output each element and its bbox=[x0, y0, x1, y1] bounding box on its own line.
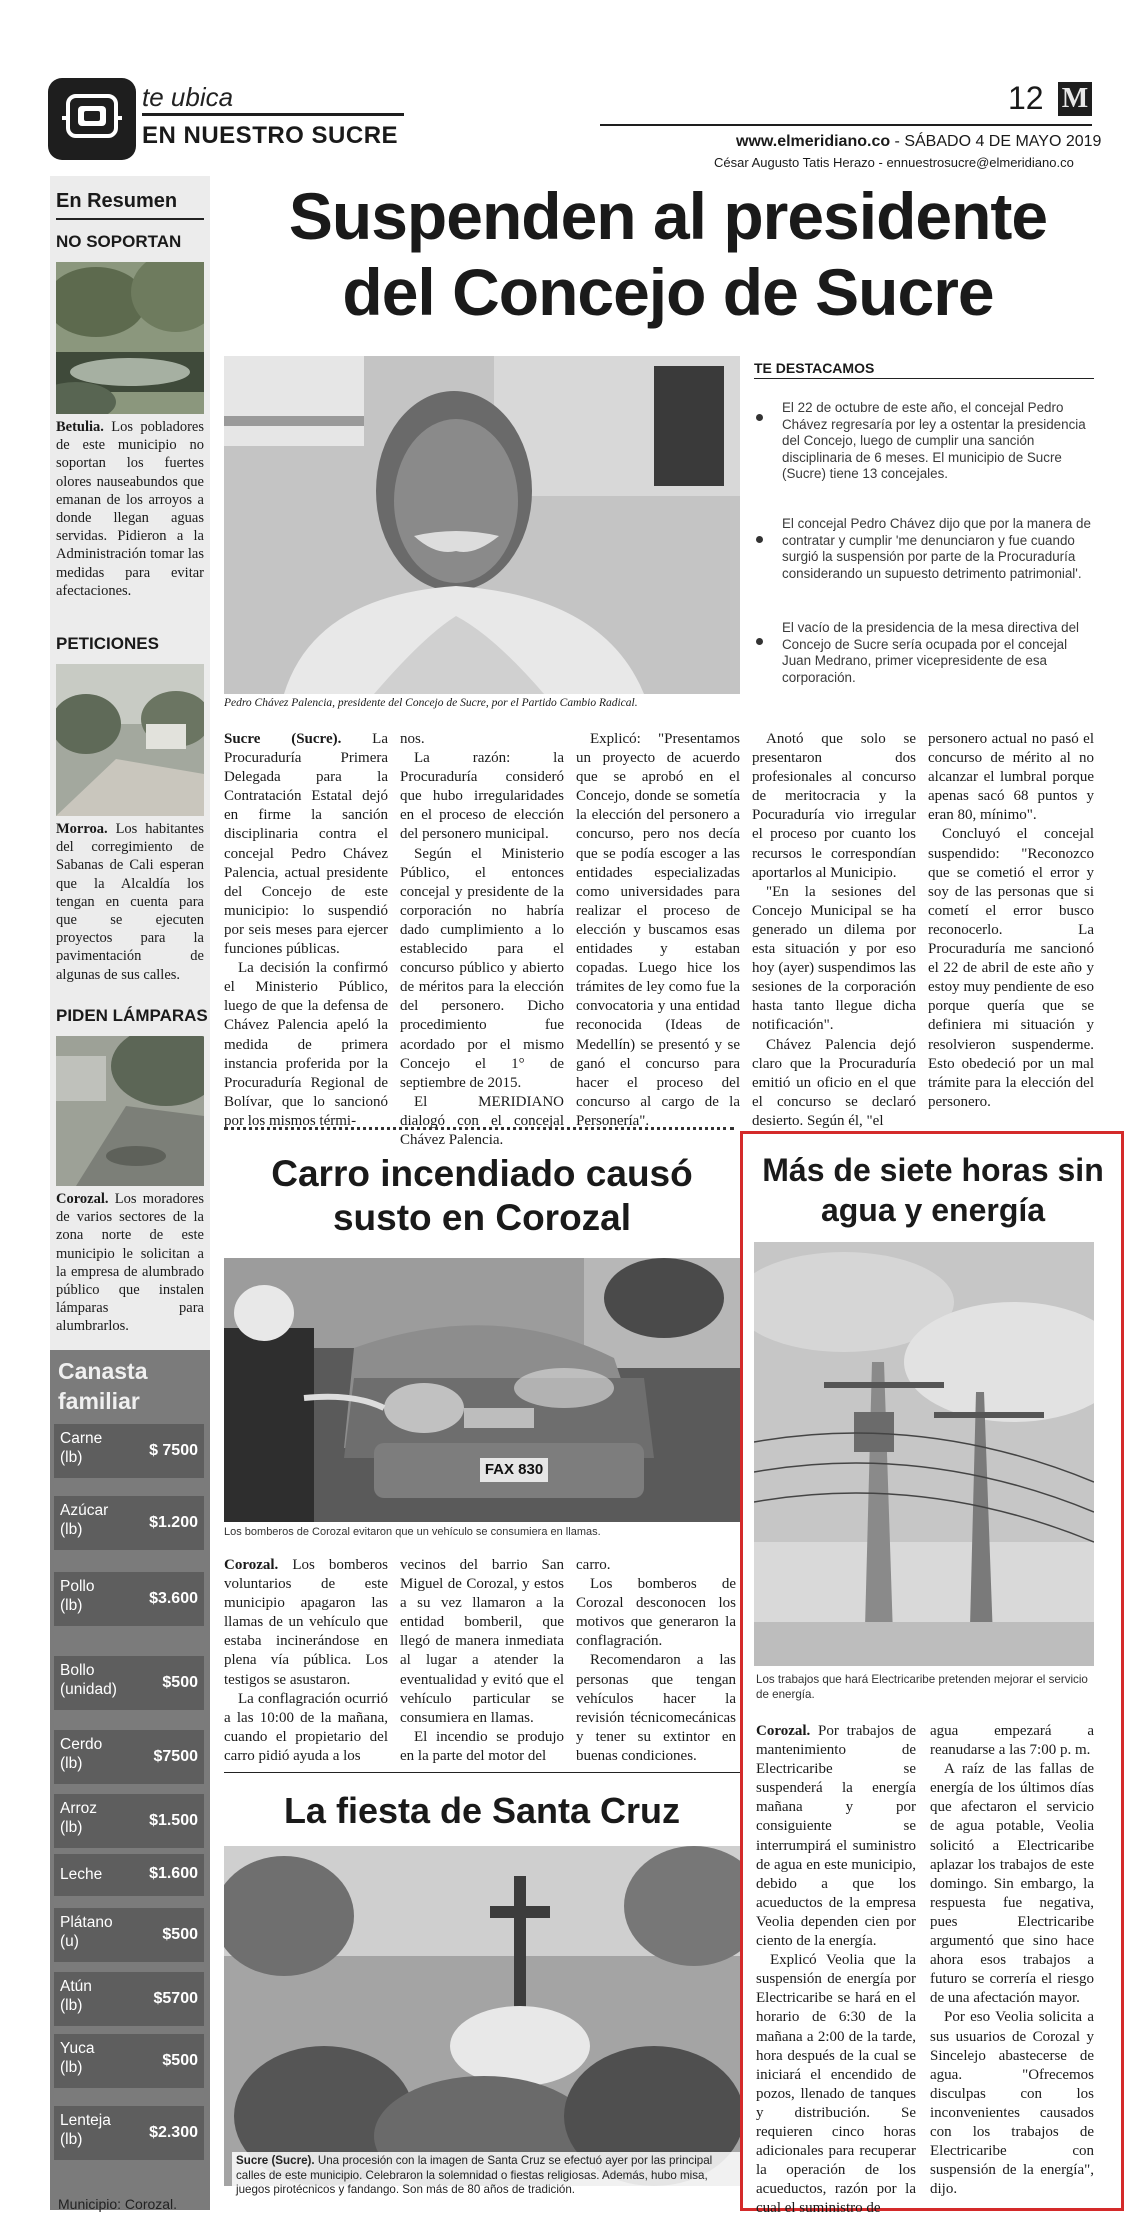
price-row: Plátano (u) $500 bbox=[54, 1908, 204, 1962]
bullet-icon bbox=[756, 638, 763, 645]
article-column: nos. La razón: la Procuraduría consideró que hubo irregularidades en el proceso de elección del personero municipal. Según el Ministerio Público, el entonces concejal y presidente de la corporación no habría dado cumplimiento a lo establecido para el concurso público y abierto de méritos para la elección del personero. Dicho procedimiento fue acordado por el mismo Concejo el 1° de septiembre de 2015. El MERIDIANO dialogó con el concejal Chávez Palencia. bbox=[400, 731, 564, 1148]
kicker-rule bbox=[142, 113, 404, 116]
map-pin-icon bbox=[48, 78, 136, 160]
brief-photo-corozal bbox=[56, 1036, 204, 1186]
photo-caption: Los bomberos de Corozal evitaron que un vehículo se consumiera en llamas. bbox=[224, 1526, 601, 1538]
highlights-rule bbox=[754, 378, 1094, 379]
highlight-item: El vacío de la presidencia de la mesa directiva del Concejo de Sucre sería ocupada por el concejal Juan Medrano, primer vicepresidente de esa corporación. bbox=[782, 620, 1079, 685]
article-column: Corozal. Por trabajos de mantenimiento de Electricaribe se suspenderá la energía mañana y por consiguiente se interrumpirá el suministro de agua en este municipio, debido a que los acueductos de la empresa Veolia dependen cien por ciento de la energía. Explicó Veolia que la suspensión de energía por Electricaribe se hará en el horario de 6:30 de la mañana a 2:00 de la tarde, hora después de la cual se iniciará el encendido de pozos, llenado de tanques y distribución. Se requieren cinco horas adicionales para recuperar la operación de los acueductos, razón por la cual el suministro de bbox=[756, 1723, 916, 2217]
byline: César Augusto Tatis Herazo - ennuestrosucre@elmeridiano.co bbox=[714, 155, 1074, 170]
website-link[interactable]: www.elmeridiano.co bbox=[736, 133, 891, 150]
section-name: EN NUESTRO SUCRE bbox=[142, 122, 399, 149]
license-plate: FAX 830 bbox=[480, 1458, 548, 1482]
photo-caption: Sucre (Sucre). Una procesión con la imagen de Santa Cruz se efectuó ayer por las principal calles de este municipio. Celebraron la solemnidad o fiestas religiosas. Además, hubo misa, juegos pirotécnicos y fandango. Son más de 80 años de tradición. bbox=[232, 2152, 740, 2200]
section-separator bbox=[224, 1772, 740, 1773]
bullet-icon bbox=[756, 414, 763, 421]
header-rule bbox=[600, 124, 1092, 126]
article-column: Sucre (Sucre). La Procuraduría Primera Delegada para la Contratación Estatal dejó en firme la sanción disciplinaria contra el concejal Pedro Chávez Palencia, actual presidente del Concejo de este municipio: lo suspendió por seis meses para ejercer funciones públicas. La decisión la confirmó el Ministerio Público, luego de que la defensa de Chávez Palencia apeló la medida de primera instancia proferida por la Procuraduría Regional de Bolívar, que lo sancionó por los mismos térmi- bbox=[224, 731, 388, 1129]
article-column: vecinos del barrio San Miguel de Corozal, y estos a su vez llamaron a la entidad bomberil, que llegó de manera inmediata al lugar a atender la eventualidad y evitó que el vehículo particular se consumiera en llamas. El incendio se produjo en la parte del motor del bbox=[400, 1557, 564, 1764]
article-column: Anotó que solo se presentaron dos profesionales al concurso de meritocracia y la Pocuraduría vio irregular el proceso por cuanto los recursos le correspondían aportarlos al Municipio. "En la sesiones del Concejo Municipal se ha generado un dilema por esta situación y por eso hoy (ayer) suspendimos las sesiones de la corporación hasta tanto llegue dicha notificación". Chávez Palencia dejó claro que la Procuraduría emitió un oficio en el que el concurso se declaró desierto. Según él, "el bbox=[752, 731, 916, 1129]
main-headline: Suspenden al presidente del Concejo de Sucre bbox=[288, 179, 1048, 329]
carro-headline: Carro incendiado causó susto en Corozal bbox=[271, 1153, 693, 1238]
article-column: Explicó: "Presentamos un proyecto de acuerdo que se aprobó en el Concejo, donde se sometía la elección del personero a concurso, pero nos decía que se podía escoger a las entidades especializadas como universidades para realizar el proceso de elección y buscamos esas entidades y estaban copadas. Luego hice los trámites de ley como fue la convocatoria y una entidad reconocida (Ideas de Medellín) se presentó y se ganó el concurso para hacer el proceso del concurso al cargo de la Personería". bbox=[576, 731, 740, 1129]
dateline bbox=[736, 133, 1101, 151]
section-logo bbox=[48, 78, 136, 160]
page-number: 12 bbox=[1008, 80, 1044, 116]
highlights-title: TE DESTACAMOS bbox=[754, 360, 875, 376]
brief-heading: PETICIONES bbox=[56, 634, 159, 653]
sidebar-rule bbox=[56, 218, 204, 220]
price-row: Carne (lb) $ 7500 bbox=[54, 1424, 204, 1478]
photo-caption: Los trabajos que hará Electricaribe pretenden mejorar el servicio de energía. bbox=[756, 1673, 1088, 1701]
price-row: Lenteja (lb) $2.300 bbox=[54, 2106, 204, 2160]
brief-text: Morroa. Los habitantes del corregimiento de Sabanas de Cali esperan que la Alcaldía los tengan en cuenta para que se ejecuten proyectos para la pavimentación de algunas de sus calles. bbox=[56, 821, 204, 983]
carro-photo bbox=[224, 1258, 740, 1522]
price-row: Azúcar (lb) $1.200 bbox=[54, 1496, 204, 1550]
article-column: carro. Los bomberos de Corozal desconocen los motivos que generaron la conflagración. Recomendaron a las personas que tengan vehículos hacer la revisión técnicomecánicas y tener su extintor en buenas condiciones. bbox=[576, 1557, 736, 1764]
brief-heading: PIDEN LÁMPARAS bbox=[56, 1006, 208, 1025]
highlight-item: El 22 de octubre de este año, el concejal Pedro Chávez regresaría por ley a ostentar la presidencia del Concejo, luego de cumplir una sanción disciplinaria de 6 meses. El municipio de Sucre (Sucre) tiene 13 concejales. bbox=[782, 400, 1086, 482]
brief-text: Corozal. Los moradores de varios sectores de la zona norte de este municipio le solicitan a la empresa de alumbrado público que instalen lámparas para alumbrarlos. bbox=[56, 1191, 204, 1335]
canasta-footer: Municipio: Corozal. bbox=[58, 2196, 178, 2212]
fiesta-photo bbox=[224, 1846, 740, 2186]
section-kicker: te ubica bbox=[142, 82, 234, 112]
main-photo bbox=[224, 356, 740, 694]
price-row: Arroz (lb) $1.500 bbox=[54, 1794, 204, 1848]
brief-photo-morroa bbox=[56, 664, 204, 816]
sidebar-title: En Resumen bbox=[56, 190, 178, 212]
article-column: agua empezará a reanudarse a las 7:00 p. m. A raíz de las fallas de energía de los últimos días que afectaron el servicio de agua potable, Veolia solicitó a Electricaribe aplazar los trabajos de este domingo. Sin embargo, la respuesta fue negativa, pues Electricaribe argumentó que sino hace ahora esos trabajos a futuro se correría el riesgo de una afectación mayor. Por eso Veolia solicita a sus usuarios de Corozal y Sincelejo abastecerse de agua. "Ofrecemos disculpas con los inconvenientes causados con los trabajos de Electricaribe con suspensión de la energía", dijo. bbox=[930, 1723, 1094, 2198]
agua-headline: Más de siete horas sin agua y energía bbox=[762, 1152, 1104, 1228]
highlight-item: El concejal Pedro Chávez dijo que por la manera de contratar y cumplir 'me denunciaron y fue cuando surgió la suspensión por parte de la Procuraduría considerando un supuesto detrimento patrimonial'. bbox=[782, 516, 1091, 581]
price-row: Pollo (lb) $3.600 bbox=[54, 1572, 204, 1626]
brief-photo-betulia bbox=[56, 262, 204, 414]
price-row: Atún (lb) $5700 bbox=[54, 1972, 204, 2026]
price-row: Bollo (unidad) $500 bbox=[54, 1656, 204, 1710]
price-row: Cerdo (lb) $7500 bbox=[54, 1730, 204, 1784]
article-column: personero actual no pasó el concurso de mérito al no alcanzar el lumbral porque apenas sacó 68 puntos y eran 80, mínimo". Concluyó el concejal suspendido: "Reconozco que se cometió el error y soy de las personas que si cometí el error busco reconocerlo. La Procuraduría me sancionó el 22 de abril de este año y estoy muy pendiente de eso porque quería que se definiera mi situación y resolvieron suspenderme. Esto obedeció por un mal trámite para la elección del personero. bbox=[928, 731, 1094, 1110]
bullet-icon bbox=[756, 536, 763, 543]
photo-caption: Pedro Chávez Palencia, presidente del Concejo de Sucre, por el Partido Cambio Radical. bbox=[224, 697, 638, 709]
issue-date: - SÁBADO 4 DE MAYO 2019 bbox=[890, 133, 1102, 150]
fiesta-headline: La fiesta de Santa Cruz bbox=[283, 1790, 681, 1831]
brief-heading: NO SOPORTAN bbox=[56, 232, 182, 251]
agua-photo bbox=[754, 1242, 1094, 1666]
canasta-title: Canasta familiar bbox=[58, 1358, 148, 1414]
section-separator bbox=[224, 1127, 734, 1130]
price-row: Leche $1.600 bbox=[54, 1854, 204, 1896]
brief-text: Betulia. Los pobladores de este municipio no soportan los fuertes olores nauseabundos que emanan de los arroyos a donde llegan aguas servidas. Pidieron a la Administración tomar las medidas para evitar afectaciones. bbox=[56, 419, 204, 599]
brand-logo: M bbox=[1058, 82, 1092, 116]
article-column: Corozal. Los bomberos voluntarios de este municipio apagaron las llamas de un vehículo que estaba incinerándose en plena vía pública. Los testigos se asustaron. La conflagración ocurrió a las 10:00 de la mañana, cuando el propietario del carro pidió ayuda a los bbox=[224, 1557, 388, 1764]
price-row: Yuca (lb) $500 bbox=[54, 2034, 204, 2088]
